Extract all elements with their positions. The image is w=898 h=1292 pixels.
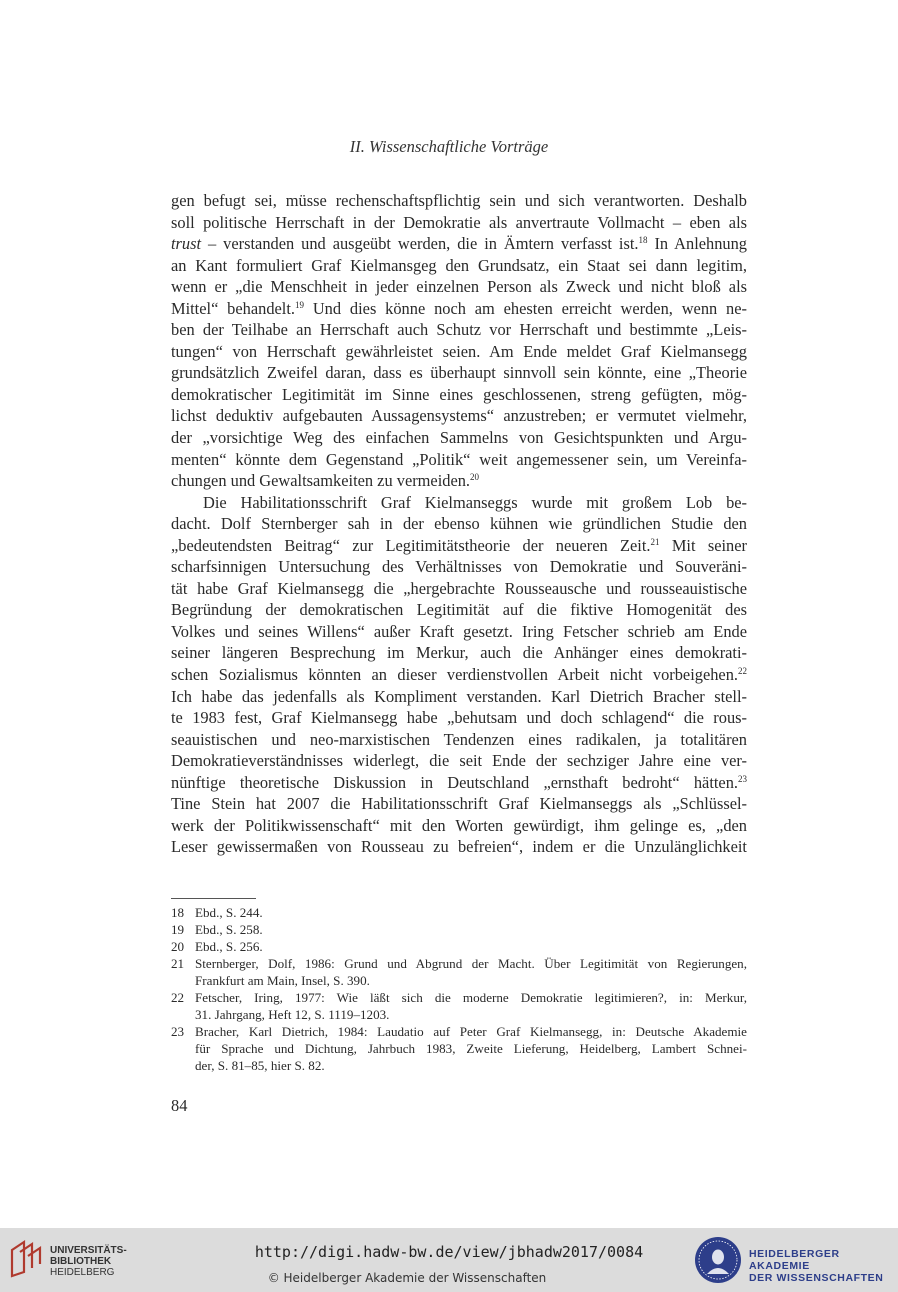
text-run: Volkes und seines Willens“ außer Kraft gesetzt. Iring Fetscher schrieb am Ende <box>171 621 747 641</box>
text-line <box>171 362 747 384</box>
text-run: gen befugt sei, müsse rechenschaftspflichtig sein und sich verantworten. Deshalb <box>171 191 747 210</box>
footnote-line: für Sprache und Dichtung, Jahrbuch 1983, Zweite Lieferung, Heidelberg, Lambert Schnei- <box>195 1041 747 1056</box>
text-line <box>171 621 747 643</box>
text-line <box>171 556 747 578</box>
text-line <box>171 449 747 471</box>
footnote-number: 23 <box>171 1024 185 1039</box>
paragraph-2 <box>171 492 747 858</box>
library-line-3: HEIDELBERG <box>50 1267 115 1278</box>
footnote-line: Frankfurt am Main, Insel, S. 390. <box>195 973 370 988</box>
footnote-ref: 23 <box>738 773 747 784</box>
academy-line-2: DER WISSENSCHAFTEN <box>749 1272 884 1284</box>
footnote <box>171 938 747 955</box>
text-run: menten“ könnte dem Gegenstand „Politik“ weit angemessener sein, um Vereinfa- <box>171 449 747 469</box>
footnote-text <box>195 921 747 938</box>
text-run: schen Sozialismus könnten an dieser verdienstvollen Arbeit nicht vorbeigehen. <box>171 665 738 685</box>
text-line <box>171 341 747 363</box>
text-line <box>171 492 747 514</box>
text-run: „bedeutendsten Beitrag“ zur Legitimitätstheorie der neueren Zeit. <box>171 535 651 555</box>
text-run: Demokratieverständnisses widerlegt, die seit Ende der sechziger Jahre eine ver- <box>171 751 747 771</box>
academy-seal-icon[interactable] <box>694 1236 742 1284</box>
footnote-text <box>195 904 747 921</box>
text-line <box>171 729 747 751</box>
text-line <box>171 599 747 621</box>
text-run: ben der Teilhabe an Herrschaft auch Schutz vor Herrschaft und bestimmte „Leis- <box>171 320 747 340</box>
footnote-line: der, S. 81–85, hier S. 82. <box>195 1058 325 1073</box>
footnote <box>171 989 747 1023</box>
text-run: scharfsinnigen Untersuchung des Verhältnisses von Demokratie und Souveräni- <box>171 557 747 577</box>
footnote <box>171 955 747 989</box>
text-line <box>171 815 747 837</box>
footnote-ref: 19 <box>295 299 304 310</box>
footnote-ref: 20 <box>470 472 480 483</box>
text-run: der „vorsichtige Weg des einfachen Sammelns von Gesichtspunkten und Argu- <box>171 428 747 448</box>
footnote-text <box>195 989 747 1023</box>
text-line <box>171 772 747 794</box>
text-run: te 1983 fest, Graf Kielmansegg habe „behutsam und doch schlagend“ die rous- <box>171 708 747 728</box>
text-run: seiner längeren Besprechung im Merkur, auch die Anhänger eines demokrati- <box>171 643 747 663</box>
text-line <box>171 535 747 557</box>
text-line <box>171 642 747 664</box>
text-line <box>171 686 747 708</box>
text-run: nünftige theoretische Diskussion in Deutschland „ernsthaft bedroht“ hätten. <box>171 772 738 792</box>
text-run: dacht. Dolf Sternberger sah in der ebenso kühnen wie gründlichen Studie den <box>171 514 747 534</box>
footnote-text <box>195 1023 747 1074</box>
text-run: Die Habilitationsschrift Graf Kielmanseggs wurde mit großem Lob be- <box>203 492 747 512</box>
text-run: lichst deduktiv aufgebauten Aussagensystems“ anzustreben; er vermutet vielmehr, <box>171 406 747 426</box>
footnote-ref: 21 <box>650 536 660 547</box>
text-run: Ich habe das jedenfalls als Kompliment verstanden. Karl Dietrich Bracher stell- <box>171 686 747 706</box>
academy-line-1: HEIDELBERGER AKADEMIE <box>749 1248 840 1272</box>
footnote-line: Fetscher, Iring, 1977: Wie läßt sich die moderne Demokratie legitimieren?, in: Merkur, <box>195 990 747 1005</box>
body-text <box>171 190 747 858</box>
footnote-number: 19 <box>171 922 185 937</box>
text-run: – verstanden und ausgeübt werden, die in Ämtern verfasst ist. <box>201 234 639 254</box>
footnote-line: Ebd., S. 258. <box>195 922 263 937</box>
text-run: grundsätzlich Zweifel daran, dass es überhaupt sinnvoll sein könnte, eine „Theorie <box>171 363 747 383</box>
text-line <box>171 405 747 427</box>
text-run: Mittel“ behandelt. <box>171 298 295 318</box>
text-run: soll politische Herrschaft in der Demokratie als anvertraute Vollmacht – eben als <box>171 212 747 232</box>
text-run: In Anlehnung <box>647 234 747 254</box>
text-line <box>171 212 747 234</box>
text-line <box>171 233 747 255</box>
text-run: tät habe Graf Kielmansegg die „hergebrachte Rousseausche und rousseauistische <box>171 578 747 598</box>
text-run: Und dies könne noch am ehesten erreicht werden, wenn ne- <box>304 298 747 318</box>
footnote-number: 20 <box>171 939 185 954</box>
footnote-ref: 18 <box>638 235 648 246</box>
footnote-line: Bracher, Karl Dietrich, 1984: Laudatio auf Peter Graf Kielmansegg, in: Deutsche Akademie <box>195 1024 747 1039</box>
text-line <box>171 836 747 858</box>
text-run: chungen und Gewaltsamkeiten zu vermeiden. <box>171 471 471 491</box>
text-line <box>171 707 747 729</box>
emphasis: trust <box>171 234 202 254</box>
footnote-line: 31. Jahrgang, Heft 12, S. 1119–1203. <box>195 1007 390 1022</box>
footnotes <box>171 904 747 1074</box>
text-run: werk der Politikwissenschaft“ mit den Worten gewürdigt, ihm gelinge es, „den <box>171 815 747 835</box>
library-line-2: BIBLIOTHEK <box>50 1256 112 1267</box>
footnote-line: Ebd., S. 244. <box>195 905 263 920</box>
text-line <box>171 470 747 492</box>
footnote-rule <box>171 898 256 899</box>
text-line <box>171 298 747 320</box>
text-run: wenn er „die Menschheit in jeder einzelnen Person als Zweck und nicht bloß als <box>171 277 747 297</box>
copyright-notice: © Heidelberger Akademie der Wissenschaften <box>267 1271 547 1285</box>
text-run: Mit seiner <box>659 535 747 555</box>
footnote-line: Ebd., S. 256. <box>195 939 263 954</box>
library-line-1: UNIVERSITÄTS- <box>50 1245 127 1256</box>
text-line <box>171 190 747 212</box>
footnote <box>171 921 747 938</box>
footnote-text <box>195 955 747 989</box>
text-line <box>171 255 747 277</box>
text-line <box>171 276 747 298</box>
text-line <box>171 319 747 341</box>
text-line <box>171 793 747 815</box>
running-head: II. Wissenschaftliche Vorträge <box>349 137 549 156</box>
footnote-number: 22 <box>171 990 185 1005</box>
text-line <box>171 427 747 449</box>
footnote-number: 21 <box>171 956 185 971</box>
paragraph-1 <box>171 190 747 492</box>
footnote-ref: 22 <box>738 666 747 677</box>
footnote-text <box>195 938 747 955</box>
text-run: demokratischer Legitimität im Sinne eines geschlossenen, streng gefügten, mög- <box>171 384 747 404</box>
text-line <box>171 513 747 535</box>
footnote-number: 18 <box>171 905 185 920</box>
footnote <box>171 1023 747 1074</box>
text-line <box>171 384 747 406</box>
text-run: an Kant formuliert Graf Kielmansgeg den Grundsatz, ein Staat sei dann legitim, <box>171 255 747 275</box>
text-run: seauistischen und neo-marxistischen Tendenzen eines radikalen, ja totalitären <box>171 729 747 749</box>
text-run: tungen“ von Herrschaft gewährleistet seien. Am Ende meldet Graf Kielmansegg <box>171 341 747 361</box>
page-number: 84 <box>171 1096 188 1115</box>
footnote <box>171 904 747 921</box>
text-run: Begründung der demokratischen Legitimität auf die fiktive Homogenität des <box>171 600 747 620</box>
text-line <box>171 664 747 686</box>
text-line <box>171 750 747 772</box>
text-line <box>171 578 747 600</box>
permalink-url[interactable]: http://digi.hadw-bw.de/view/jbhadw2017/0084 <box>254 1243 644 1261</box>
academy-name <box>749 1248 898 1284</box>
text-run: Leser gewissermaßen von Rousseau zu befreien“, indem er die Unzulänglichkeit <box>171 837 747 857</box>
footnote-line: Sternberger, Dolf, 1986: Grund und Abgrund der Macht. Über Legitimität von Regierungen, <box>195 956 747 971</box>
text-run: Tine Stein hat 2007 die Habilitationsschrift Graf Kielmanseggs als „Schlüssel- <box>171 794 747 814</box>
